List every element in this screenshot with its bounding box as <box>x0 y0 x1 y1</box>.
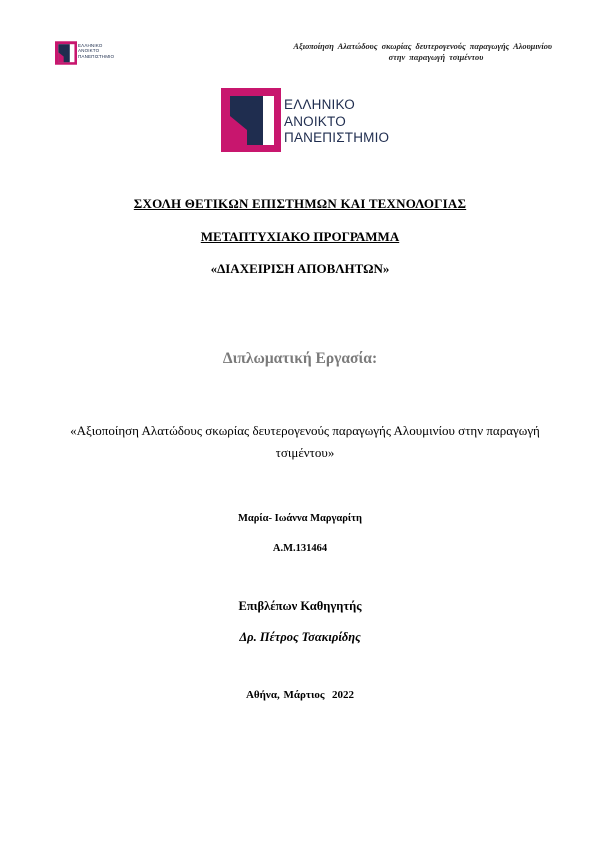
supervisor-name: Δρ. Πέτρος Τσακιρίδης <box>239 630 361 644</box>
place-date: Αθήνα, Μάρτιος 2022 <box>245 689 354 701</box>
registration-number: Α.Μ.131464 <box>272 543 328 554</box>
logo-line1: ΕΛΛΗΝΙΚΟ <box>284 97 355 112</box>
author-name: Μαρία- Ιωάννα Μαργαρίτη <box>238 513 362 524</box>
supervisor-label: Επιβλέπων Καθηγητής <box>238 599 362 613</box>
thesis-title: «Αξιοποίηση Αλατώδους σκωρίας δευτερογενούς παραγωγής Αλουμινίου στην παραγωγή τσιμέντου» <box>70 423 540 460</box>
logo-small-line3: ΠΑΝΕΠΙΣΤΗΜΙΟ <box>78 53 115 59</box>
logo-line2: ΑΝΟΙΚΤΟ <box>284 113 346 129</box>
university-logo-mark-icon <box>55 41 77 65</box>
university-logo-small <box>55 41 115 65</box>
school-name: ΣΧΟΛΗ ΘΕΤΙΚΩΝ ΕΠΙΣΤΗΜΩΝ ΚΑΙ ΤΕΧΝΟΛΟΓΙΑΣ <box>133 196 467 211</box>
running-header-line1: Αξιοποίηση Αλατώδους σκωρίας δευτερογενούς παραγωγής Αλουμινίου <box>293 42 552 51</box>
running-header-line2: στην παραγωγή τσιμέντου <box>388 52 484 62</box>
university-logo-mark-icon <box>221 88 281 152</box>
university-logo <box>221 88 391 152</box>
logo-line3: ΠΑΝΕΠΙΣΤΗΜΙΟ <box>284 130 390 145</box>
running-header <box>240 42 552 63</box>
program-name: «ΔΙΑΧΕΙΡΙΣΗ ΑΠΟΒΛΗΤΩΝ» <box>210 261 390 276</box>
thesis-label: Διπλωματική Εργασία: <box>222 350 378 367</box>
logo-small-line1: ΕΛΛΗΝΙΚΟ <box>78 43 103 48</box>
logo-small-line2: ΑΝΟΙΚΤΟ <box>78 48 100 54</box>
program-heading: ΜΕΤΑΠΤΥΧΙΑΚΟ ΠΡΟΓΡΑΜΜΑ <box>200 229 400 244</box>
